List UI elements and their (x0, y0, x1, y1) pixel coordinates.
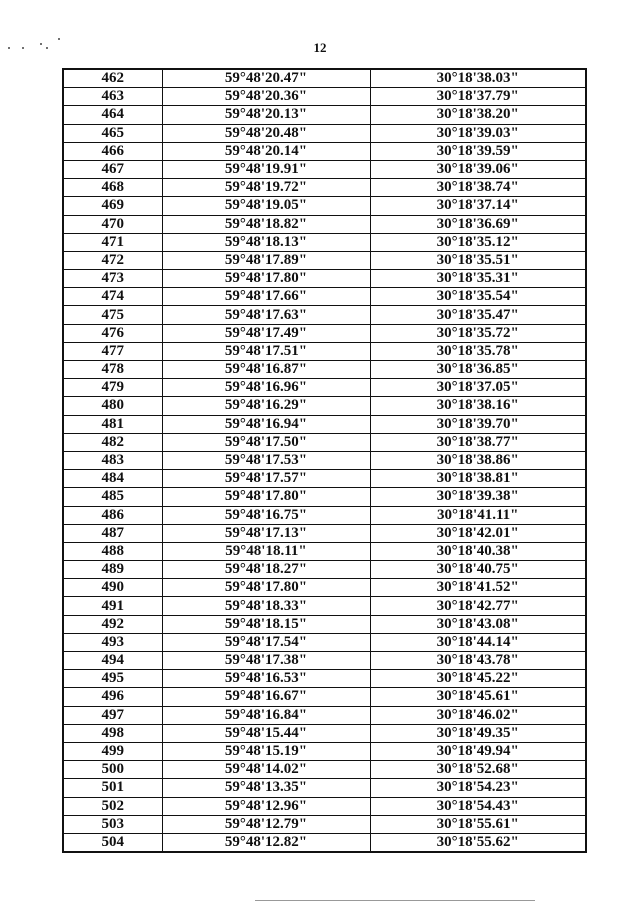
longitude-cell: 30°18'38.16" (370, 397, 586, 415)
point-number-cell: 504 (63, 833, 162, 852)
latitude-cell: 59°48'14.02" (162, 761, 370, 779)
latitude-cell: 59°48'17.80" (162, 270, 370, 288)
longitude-cell: 30°18'39.59" (370, 142, 586, 160)
longitude-cell: 30°18'38.03" (370, 69, 586, 88)
table-row (63, 579, 586, 597)
table-row (63, 451, 586, 469)
longitude-cell: 30°18'39.03" (370, 124, 586, 142)
latitude-cell: 59°48'15.19" (162, 742, 370, 760)
point-number-cell: 463 (63, 88, 162, 106)
latitude-cell: 59°48'18.27" (162, 561, 370, 579)
point-number-cell: 472 (63, 251, 162, 269)
table-row (63, 797, 586, 815)
latitude-cell: 59°48'20.47" (162, 69, 370, 88)
latitude-cell: 59°48'17.50" (162, 433, 370, 451)
table-row (63, 488, 586, 506)
longitude-cell: 30°18'35.47" (370, 306, 586, 324)
point-number-cell: 494 (63, 652, 162, 670)
point-number-cell: 502 (63, 797, 162, 815)
longitude-cell: 30°18'36.85" (370, 361, 586, 379)
latitude-cell: 59°48'17.38" (162, 652, 370, 670)
coordinates-table-body (63, 69, 586, 852)
point-number-cell: 477 (63, 342, 162, 360)
latitude-cell: 59°48'18.11" (162, 542, 370, 560)
point-number-cell: 500 (63, 761, 162, 779)
point-number-cell: 489 (63, 561, 162, 579)
latitude-cell: 59°48'17.54" (162, 633, 370, 651)
longitude-cell: 30°18'38.74" (370, 179, 586, 197)
point-number-cell: 466 (63, 142, 162, 160)
longitude-cell: 30°18'40.38" (370, 542, 586, 560)
longitude-cell: 30°18'45.22" (370, 670, 586, 688)
point-number-cell: 479 (63, 379, 162, 397)
point-number-cell: 475 (63, 306, 162, 324)
table-row (63, 506, 586, 524)
table-row (63, 197, 586, 215)
table-row (63, 379, 586, 397)
table-row (63, 833, 586, 852)
point-number-cell: 478 (63, 361, 162, 379)
longitude-cell: 30°18'42.01" (370, 524, 586, 542)
page-number: 12 (313, 40, 327, 55)
table-row (63, 433, 586, 451)
table-row (63, 397, 586, 415)
longitude-cell: 30°18'37.05" (370, 379, 586, 397)
point-number-cell: 471 (63, 233, 162, 251)
longitude-cell: 30°18'55.61" (370, 815, 586, 833)
point-number-cell: 501 (63, 779, 162, 797)
point-number-cell: 495 (63, 670, 162, 688)
longitude-cell: 30°18'42.77" (370, 597, 586, 615)
longitude-cell: 30°18'44.14" (370, 633, 586, 651)
point-number-cell: 468 (63, 179, 162, 197)
latitude-cell: 59°48'17.80" (162, 488, 370, 506)
table-row (63, 542, 586, 560)
table-row (63, 761, 586, 779)
latitude-cell: 59°48'16.67" (162, 688, 370, 706)
latitude-cell: 59°48'15.44" (162, 724, 370, 742)
longitude-cell: 30°18'35.54" (370, 288, 586, 306)
latitude-cell: 59°48'17.66" (162, 288, 370, 306)
latitude-cell: 59°48'17.63" (162, 306, 370, 324)
point-number-cell: 487 (63, 524, 162, 542)
latitude-cell: 59°48'20.36" (162, 88, 370, 106)
point-number-cell: 483 (63, 451, 162, 469)
table-row (63, 288, 586, 306)
latitude-cell: 59°48'18.33" (162, 597, 370, 615)
latitude-cell: 59°48'18.13" (162, 233, 370, 251)
latitude-cell: 59°48'19.72" (162, 179, 370, 197)
latitude-cell: 59°48'13.35" (162, 779, 370, 797)
point-number-cell: 462 (63, 69, 162, 88)
longitude-cell: 30°18'39.38" (370, 488, 586, 506)
table-row (63, 160, 586, 178)
point-number-cell: 492 (63, 615, 162, 633)
point-number-cell: 481 (63, 415, 162, 433)
latitude-cell: 59°48'20.48" (162, 124, 370, 142)
point-number-cell: 480 (63, 397, 162, 415)
table-row (63, 233, 586, 251)
latitude-cell: 59°48'17.89" (162, 251, 370, 269)
latitude-cell: 59°48'12.82" (162, 833, 370, 852)
point-number-cell: 499 (63, 742, 162, 760)
longitude-cell: 30°18'39.70" (370, 415, 586, 433)
latitude-cell: 59°48'17.51" (162, 342, 370, 360)
longitude-cell: 30°18'54.43" (370, 797, 586, 815)
table-row (63, 670, 586, 688)
table-row (63, 106, 586, 124)
latitude-cell: 59°48'16.75" (162, 506, 370, 524)
point-number-cell: 484 (63, 470, 162, 488)
table-row (63, 597, 586, 615)
latitude-cell: 59°48'20.14" (162, 142, 370, 160)
latitude-cell: 59°48'17.53" (162, 451, 370, 469)
point-number-cell: 498 (63, 724, 162, 742)
latitude-cell: 59°48'16.87" (162, 361, 370, 379)
longitude-cell: 30°18'36.69" (370, 215, 586, 233)
longitude-cell: 30°18'40.75" (370, 561, 586, 579)
table-row (63, 69, 586, 88)
latitude-cell: 59°48'17.13" (162, 524, 370, 542)
point-number-cell: 469 (63, 197, 162, 215)
longitude-cell: 30°18'55.62" (370, 833, 586, 852)
table-row (63, 215, 586, 233)
latitude-cell: 59°48'16.29" (162, 397, 370, 415)
longitude-cell: 30°18'38.81" (370, 470, 586, 488)
longitude-cell: 30°18'35.31" (370, 270, 586, 288)
table-row (63, 324, 586, 342)
point-number-cell: 491 (63, 597, 162, 615)
latitude-cell: 59°48'16.94" (162, 415, 370, 433)
table-row (63, 615, 586, 633)
longitude-cell: 30°18'37.14" (370, 197, 586, 215)
longitude-cell: 30°18'52.68" (370, 761, 586, 779)
table-row (63, 742, 586, 760)
latitude-cell: 59°48'19.91" (162, 160, 370, 178)
table-row (63, 561, 586, 579)
latitude-cell: 59°48'16.96" (162, 379, 370, 397)
longitude-cell: 30°18'35.72" (370, 324, 586, 342)
point-number-cell: 467 (63, 160, 162, 178)
point-number-cell: 473 (63, 270, 162, 288)
latitude-cell: 59°48'17.49" (162, 324, 370, 342)
point-number-cell: 488 (63, 542, 162, 560)
longitude-cell: 30°18'35.51" (370, 251, 586, 269)
point-number-cell: 496 (63, 688, 162, 706)
latitude-cell: 59°48'18.15" (162, 615, 370, 633)
point-number-cell: 503 (63, 815, 162, 833)
point-number-cell: 497 (63, 706, 162, 724)
longitude-cell: 30°18'46.02" (370, 706, 586, 724)
table-row (63, 779, 586, 797)
point-number-cell: 482 (63, 433, 162, 451)
table-row (63, 724, 586, 742)
longitude-cell: 30°18'37.79" (370, 88, 586, 106)
table-row (63, 470, 586, 488)
longitude-cell: 30°18'41.11" (370, 506, 586, 524)
table-row (63, 179, 586, 197)
point-number-cell: 490 (63, 579, 162, 597)
table-row (63, 633, 586, 651)
longitude-cell: 30°18'38.20" (370, 106, 586, 124)
latitude-cell: 59°48'18.82" (162, 215, 370, 233)
latitude-cell: 59°48'19.05" (162, 197, 370, 215)
longitude-cell: 30°18'35.12" (370, 233, 586, 251)
coordinates-table (62, 68, 587, 853)
longitude-cell: 30°18'49.94" (370, 742, 586, 760)
table-row (63, 306, 586, 324)
table-row (63, 652, 586, 670)
longitude-cell: 30°18'43.78" (370, 652, 586, 670)
table-row (63, 342, 586, 360)
latitude-cell: 59°48'16.84" (162, 706, 370, 724)
table-row (63, 524, 586, 542)
point-number-cell: 474 (63, 288, 162, 306)
point-number-cell: 476 (63, 324, 162, 342)
longitude-cell: 30°18'39.06" (370, 160, 586, 178)
latitude-cell: 59°48'17.57" (162, 470, 370, 488)
table-row (63, 270, 586, 288)
table-row (63, 88, 586, 106)
table-row (63, 815, 586, 833)
scan-edge-line (255, 900, 535, 901)
latitude-cell: 59°48'20.13" (162, 106, 370, 124)
longitude-cell: 30°18'49.35" (370, 724, 586, 742)
table-row (63, 251, 586, 269)
point-number-cell: 464 (63, 106, 162, 124)
latitude-cell: 59°48'12.79" (162, 815, 370, 833)
table-row (63, 688, 586, 706)
point-number-cell: 465 (63, 124, 162, 142)
longitude-cell: 30°18'35.78" (370, 342, 586, 360)
latitude-cell: 59°48'12.96" (162, 797, 370, 815)
longitude-cell: 30°18'38.77" (370, 433, 586, 451)
longitude-cell: 30°18'43.08" (370, 615, 586, 633)
point-number-cell: 485 (63, 488, 162, 506)
point-number-cell: 486 (63, 506, 162, 524)
longitude-cell: 30°18'41.52" (370, 579, 586, 597)
table-row (63, 361, 586, 379)
table-row (63, 124, 586, 142)
point-number-cell: 470 (63, 215, 162, 233)
latitude-cell: 59°48'16.53" (162, 670, 370, 688)
table-row (63, 706, 586, 724)
table-row (63, 142, 586, 160)
longitude-cell: 30°18'45.61" (370, 688, 586, 706)
table-row (63, 415, 586, 433)
latitude-cell: 59°48'17.80" (162, 579, 370, 597)
longitude-cell: 30°18'38.86" (370, 451, 586, 469)
point-number-cell: 493 (63, 633, 162, 651)
longitude-cell: 30°18'54.23" (370, 779, 586, 797)
